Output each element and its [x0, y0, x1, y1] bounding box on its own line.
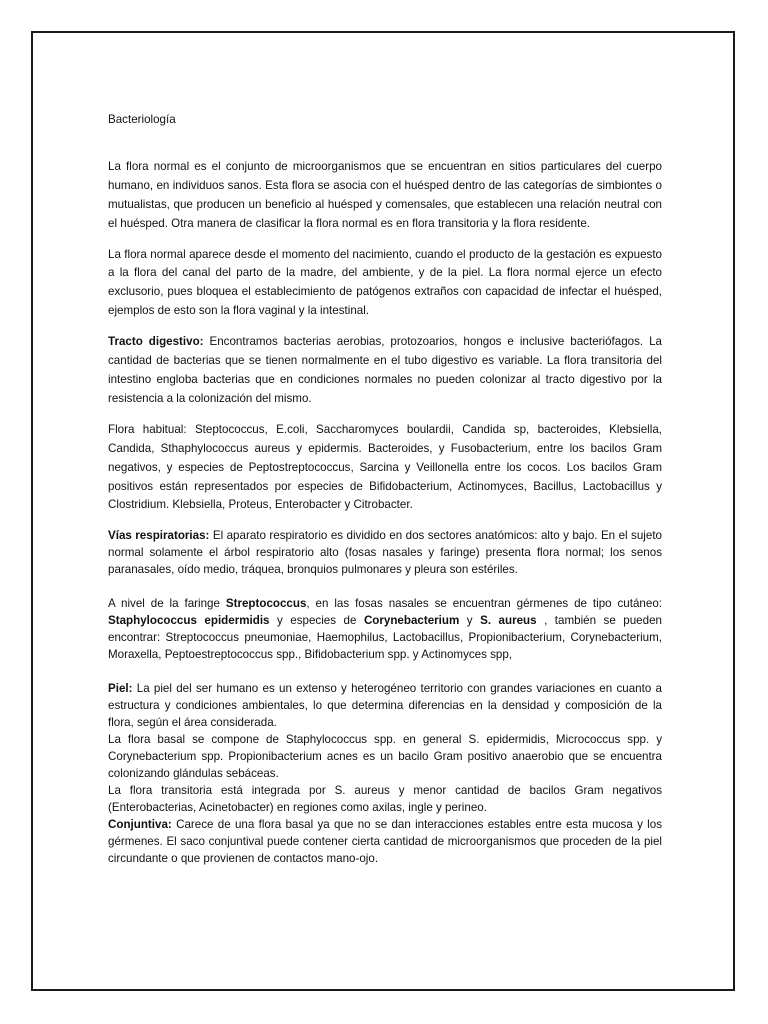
paragraph-flora-habitual: Flora habitual: Steptococcus, E.coli, Saccharomyces boulardii, Candida sp, bacteroides, Klebsiella, Candida, Sthaphylococcus aureus y epidermis. Bacteroides, y Fusobacterium, entre los bacilos Gram negativos, y especies de Peptostreptococcus, Sarcina y Veillonella entre los cocos. Los bacilos Gram positivos están representados por especies de Bifidobacterium, Actinomyces, Bacillus, Lactobacillus y Clostridium. Klebsiella, Proteus, Enterobacter y Citrobacter. [108, 422, 662, 512]
paragraph-conjuntiva [108, 816, 662, 867]
paragraph-text: La piel del ser humano es un extenso y heterogéneo territorio con grandes variaciones en cuanto a estructura y condiciones ambientales, lo que determina diferencias en la densidad y composición de la flora, según el área considerada. [108, 682, 662, 730]
text-run: y especies de [269, 614, 364, 628]
document-page [31, 31, 735, 991]
section-label-tracto-digestivo: Tracto digestivo: [108, 335, 204, 349]
section-label-vias-respiratorias: Vías respiratorias: [108, 529, 210, 543]
paragraph-nacimiento: La flora normal aparece desde el momento del nacimiento, cuando el producto de la gestación es expuesto a la flora del canal del parto de la madre, del ambiente, y de la piel. La flora normal ejerce un efecto exclusorio, pues bloquea el establecimiento de patógenos extraños con capacidad de infectar el huésped, ejemplos de esto son la flora vaginal y la intestinal. [108, 247, 662, 318]
paragraph-vias-respiratorias [108, 527, 662, 578]
paragraph-tracto-digestivo [108, 333, 662, 409]
paragraph-flora-basal: La flora basal se compone de Staphylococcus spp. en general S. epidermidis, Micrococcus spp. y Corynebacterium spp. Propionibacterium acnes es un bacilo Gram positivo anaerobio que se encuentra colonizando glándulas sebáceas. [108, 733, 662, 781]
document-body [108, 111, 662, 867]
document-title: Bacteriología [108, 113, 176, 126]
dense-section [108, 527, 662, 867]
section-label-piel: Piel: [108, 682, 133, 696]
text-run: A nivel de la faringe [108, 597, 226, 611]
bold-term: Staphylococcus epidermidis [108, 614, 270, 628]
paragraph-flora-transitoria: La flora transitoria está integrada por S. aureus y menor cantidad de bacilos Gram negativos (Enterobacterias, Acinetobacter) en regiones como axilas, ingle y perineo. [108, 784, 662, 815]
bold-term: S. aureus [480, 614, 537, 628]
piel-section [108, 680, 662, 867]
text-run: y [459, 614, 481, 628]
paragraph-text: El aparato respiratorio es dividido en dos sectores anatómicos: alto y bajo. En el sujeto normal solamente el árbol respiratorio alto (fosas nasales y faringe) presenta flora normal; los senos paranasales, oído medio, tráquea, bronquios pulmonares y pleura son estériles. [108, 529, 662, 577]
paragraph-faringe [108, 595, 662, 663]
text-run: , en las fosas nasales se encuentran gérmenes de tipo cutáneo: [306, 597, 662, 611]
paragraph-piel [108, 680, 662, 731]
paragraph-flora-normal: La flora normal es el conjunto de microorganismos que se encuentran en sitios particulares del cuerpo humano, en individuos sanos. Esta flora se asocia con el huésped dentro de las categorías de simbiontes o mutualistas, que producen un beneficio al huésped y comensales, que establecen una relación neutral con el huésped. Otra manera de clasificar la flora normal es en flora transitoria y la flora residente. [108, 159, 662, 230]
bold-term: Streptococcus [225, 597, 307, 611]
paragraph-text: Carece de una flora basal ya que no se dan interacciones estables entre esta mucosa y los gérmenes. El saco conjuntival puede contener cierta cantidad de microorganismos que proceden de la piel circundante o que provienen de contactos mano-ojo. [108, 818, 662, 866]
paragraph-text: Encontramos bacterias aerobias, protozoarios, hongos e inclusive bacteriófagos. La cantidad de bacterias que se tienen normalmente en el tubo digestivo es variable. La flora transitoria del intestino engloba bacterias que en condiciones normales no pueden colonizar al tracto digestivo por la resistencia a la colonización del mismo. [108, 335, 662, 405]
bold-term: Corynebacterium [363, 614, 460, 628]
text-run: , también se pueden encontrar: Streptococcus pneumoniae, Haemophilus, Lactobacillus, Propionibacterium, Corynebacterium, Moraxella, Peptoestreptococcus spp., Bifidobacterium spp. y Actinomyces spp, [108, 614, 662, 662]
section-label-conjuntiva: Conjuntiva: [108, 818, 172, 832]
